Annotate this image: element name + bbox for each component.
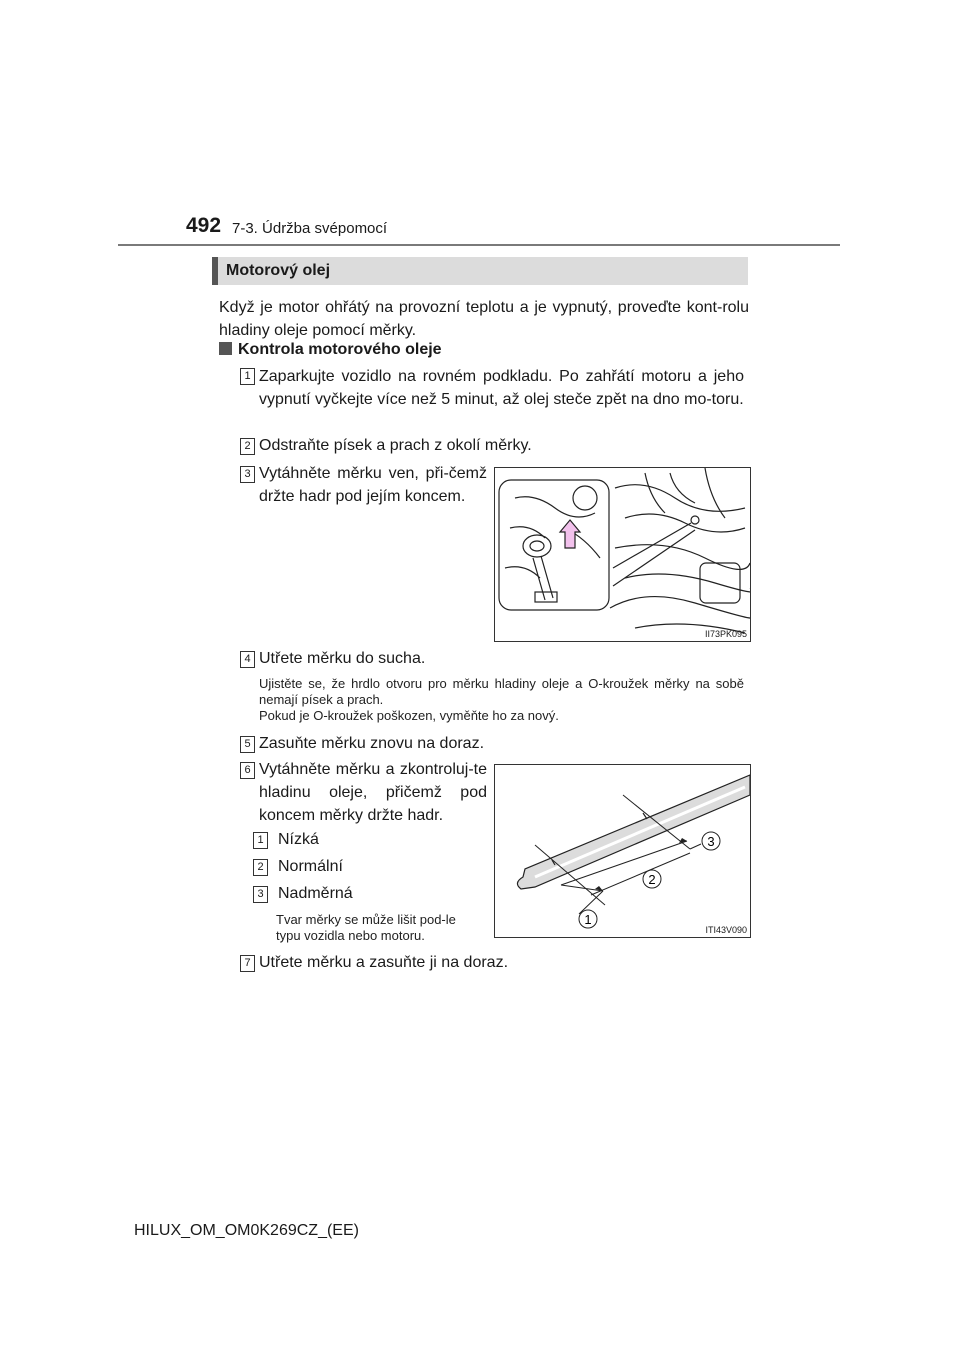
section-heading-bar xyxy=(212,257,218,285)
engine-bay-illustration xyxy=(495,468,750,641)
step-1-text: Zaparkujte vozidlo na rovném podkladu. Po zahřátí motoru a jeho vypnutí vyčkejte více než 5 minut, až olej steče zpět na dno mo-toru. xyxy=(259,368,744,408)
callout-2: 2 xyxy=(648,872,656,887)
document-footer: HILUX_OM_OM0K269CZ_(EE) xyxy=(134,1222,359,1239)
level-number-3: 3 xyxy=(253,886,268,903)
level-excessive: Nadměrná xyxy=(278,885,353,902)
step-4-note xyxy=(259,676,744,724)
page-number: 492 xyxy=(186,214,222,237)
step-number-1: 1 xyxy=(240,368,255,385)
step-2-text: Odstraňte písek a prach z okolí měrky. xyxy=(259,437,532,454)
step-number-4: 4 xyxy=(240,651,255,668)
figure-code: ITI43V090 xyxy=(705,925,747,935)
step-number-7: 7 xyxy=(240,955,255,972)
level-normal: Normální xyxy=(278,858,343,875)
step-number-2: 2 xyxy=(240,438,255,455)
subheading-text: Kontrola motorového oleje xyxy=(238,341,442,358)
section-heading-box xyxy=(212,257,748,285)
intro-paragraph: Když je motor ohřátý na provozní teplotu a je vypnutý, proveďte kont-rolu hladiny oleje pomocí měrky. xyxy=(219,299,749,339)
step-5-text: Zasuňte měrku znovu na doraz. xyxy=(259,735,485,752)
figure-code: II73PK095 xyxy=(704,629,747,639)
step-4-note-line: Ujistěte se, že hrdlo otvoru pro měrku hladiny oleje a O-kroužek měrky na sobě nemají písek a prach. xyxy=(259,676,744,707)
step-number-3: 3 xyxy=(240,466,255,483)
dipstick-levels-figure xyxy=(494,764,751,938)
step-3-text: Vytáhněte měrku ven, při-čemž držte hadr pod jejím koncem. xyxy=(259,465,487,505)
subheading xyxy=(219,341,442,359)
step-6-note: Tvar měrky se může lišit pod-le typu vozidla nebo motoru. xyxy=(276,912,456,943)
level-number-1: 1 xyxy=(253,832,268,849)
dipstick-illustration xyxy=(495,765,750,937)
engine-dipstick-figure xyxy=(494,467,751,642)
level-low: Nízká xyxy=(278,831,319,848)
level-number-2: 2 xyxy=(253,859,268,876)
step-number-6: 6 xyxy=(240,762,255,779)
step-6-text: Vytáhněte měrku a zkontroluj-te hladinu oleje, přičemž pod koncem měrky držte hadr. xyxy=(259,761,487,824)
header-divider xyxy=(118,244,840,246)
callout-3: 3 xyxy=(707,834,715,849)
chapter-title: 7-3. Údržba svépomocí xyxy=(232,220,388,237)
callout-1: 1 xyxy=(584,912,592,927)
square-bullet-icon xyxy=(219,342,232,355)
section-heading: Motorový olej xyxy=(226,262,331,279)
step-number-5: 5 xyxy=(240,736,255,753)
step-4-text: Utřete měrku do sucha. xyxy=(259,650,426,667)
step-4-note-line: Pokud je O-kroužek poškozen, vyměňte ho za nový. xyxy=(259,708,559,723)
step-7-text: Utřete měrku a zasuňte ji na doraz. xyxy=(259,954,509,971)
